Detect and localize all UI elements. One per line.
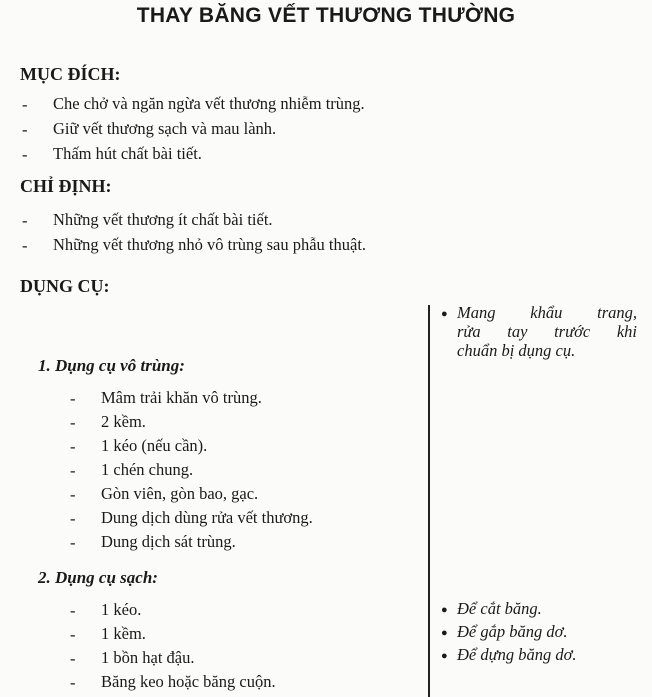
note-line: chuẩn bị dụng cụ. xyxy=(457,341,576,360)
list-dash: - xyxy=(70,437,76,456)
list-item: Băng keo hoặc băng cuộn. xyxy=(101,672,276,691)
list-dash: - xyxy=(70,461,76,480)
list-item: 1 chén chung. xyxy=(101,460,194,479)
list-item: Những vết thương ít chất bài tiết. xyxy=(53,210,273,229)
list-item: 1 kéo. xyxy=(101,600,142,619)
list-item: Che chở và ngăn ngừa vết thương nhiễm trùng. xyxy=(53,94,365,113)
bullet-icon: ● xyxy=(441,604,448,616)
list-dash: - xyxy=(70,509,76,528)
bullet-icon: ● xyxy=(441,650,448,662)
list-dash: - xyxy=(70,673,76,692)
list-dash: - xyxy=(22,145,28,164)
list-dash: - xyxy=(70,389,76,408)
list-dash: - xyxy=(22,236,28,255)
note-line: rửa tay trước khi xyxy=(457,322,637,341)
clean-use-note: Để cắt băng. xyxy=(457,599,542,618)
list-dash: - xyxy=(22,95,28,114)
list-dash: - xyxy=(22,211,28,230)
list-item: 1 bồn hạt đậu. xyxy=(101,648,195,667)
bullet-icon: ● xyxy=(441,627,448,639)
bullet-icon: ● xyxy=(441,308,448,320)
list-item: Dung dịch sát trùng. xyxy=(101,532,236,551)
list-dash: - xyxy=(70,413,76,432)
page-title: THAY BĂNG VẾT THƯƠNG THƯỜNG xyxy=(136,4,516,27)
list-dash: - xyxy=(70,485,76,504)
list-item: Những vết thương nhỏ vô trùng sau phẫu thuật. xyxy=(53,235,367,254)
list-item: Mâm trải khăn vô trùng. xyxy=(101,388,262,407)
list-item: 2 kềm. xyxy=(101,412,146,431)
mask-note xyxy=(457,303,637,360)
list-dash: - xyxy=(70,601,76,620)
list-dash: - xyxy=(70,533,76,552)
list-item: 1 kềm. xyxy=(101,624,146,643)
clean-use-note: Để dựng băng dơ. xyxy=(457,645,577,664)
note-line: Mang khẩu trang, xyxy=(457,303,637,322)
equipment-heading: DỤNG CỤ: xyxy=(20,276,110,296)
list-item: Gòn viên, gòn bao, gạc. xyxy=(101,484,259,503)
clean-equipment-label: 2. Dụng cụ sạch: xyxy=(38,568,158,587)
sterile-equipment-label: 1. Dụng cụ vô trùng: xyxy=(38,356,185,375)
clean-use-note: Để gắp băng dơ. xyxy=(457,622,568,641)
list-item: Dung dịch dùng rửa vết thương. xyxy=(101,508,313,527)
list-dash: - xyxy=(22,120,28,139)
indication-heading: CHỈ ĐỊNH: xyxy=(20,176,112,196)
purpose-heading: MỤC ĐÍCH: xyxy=(20,64,121,84)
list-dash: - xyxy=(70,649,76,668)
list-item: Thấm hút chất bài tiết. xyxy=(53,144,202,163)
column-divider xyxy=(428,305,430,697)
list-item: Giữ vết thương sạch và mau lành. xyxy=(53,119,277,138)
list-item: 1 kéo (nếu cần). xyxy=(101,436,208,455)
list-dash: - xyxy=(70,625,76,644)
